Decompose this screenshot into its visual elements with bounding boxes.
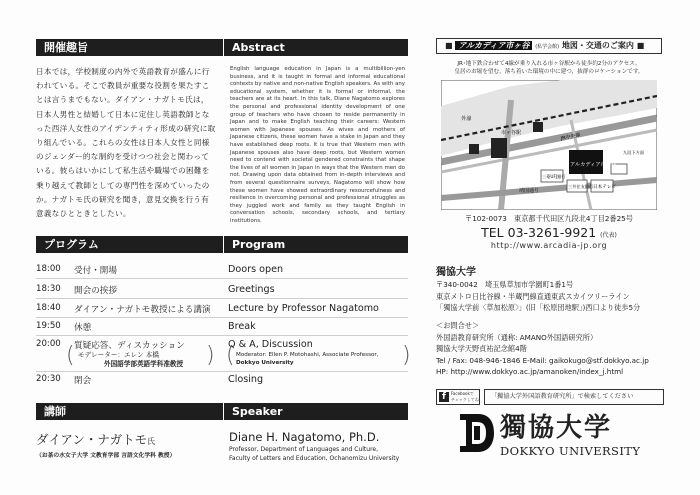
program-time: 19:50 [36, 321, 61, 331]
program-heading-en: Program [223, 236, 408, 253]
map-label-kudan: 九段下方面 [623, 150, 644, 155]
program-item-jp: 休憩 [74, 323, 92, 333]
paren-close: ) [402, 343, 411, 368]
venue-name: アルカディア市ヶ谷 [455, 41, 532, 50]
facebook-search-note: 「獨協大学外国語教育研究所」で検索してください [484, 389, 664, 405]
program-divider [36, 278, 408, 279]
speaker-affil-jp: （お茶の水女子大学 文教育学部 言語文化学科 教授） [36, 453, 176, 459]
program-item-jp: 開会の挨拶 [74, 286, 117, 296]
paren-open: ( [66, 343, 75, 368]
program-item-en: Break [228, 321, 256, 332]
overview-heading-jp: 開催趣旨 [36, 39, 223, 56]
program-item-en: Closing [228, 374, 264, 385]
contact-tel-email: Tel / Fax: 048-946-1846 E-Mail: gaikokugo@stf.dokkyo.ac.jp [436, 355, 649, 365]
dokkyo-logo-en: DOKKYO UNIVERSITY [500, 444, 641, 458]
paren-open: ( [226, 343, 235, 368]
speaker-name-jp: ダイアン・ナガトモ氏 [36, 432, 156, 447]
program-item-jp: 受付・開場 [74, 266, 117, 276]
program-divider [36, 371, 408, 372]
program-item-jp: 質疑応答、ディスカッション [74, 341, 185, 351]
speaker-affil-en: Professor, Department of Languages and Culture, Faculty of Letters and Education, Ochanomizu University [229, 446, 400, 462]
program-divider [36, 335, 408, 336]
program-time: 18:30 [36, 284, 61, 294]
venue-access: JR･地下鉄合わせて4線が乗り入れる市ヶ谷駅から徒歩約2分のアクセス。 皇居のお堀を望む，落ち着いた環境の中に建つ，抜群のロケーションです。 [454, 61, 644, 75]
speaker-heading-jp: 講師 [36, 403, 223, 420]
moderator-en: Moderator: Ellen P. Motohashi, Associate Professor, Dokkyo University [236, 352, 379, 366]
overview-heading-en: Abstract [223, 39, 408, 56]
program-row [36, 374, 408, 390]
paren-close: ) [206, 343, 215, 368]
program-item-en: Greetings [228, 284, 275, 295]
dokkyo-name: 獨協大学 [436, 267, 476, 278]
program-item-jp: 閉会 [74, 376, 92, 386]
venue-address: 〒102-0073 東京都千代田区九段北4丁目2番25号 [465, 214, 633, 223]
contact-heading: ＜お問合せ＞ [436, 321, 480, 330]
facebook-icon: f [439, 392, 449, 402]
program-item-en: Lecture by Professor Nagatomo [228, 303, 379, 314]
station-marker [491, 138, 507, 158]
program-divider [36, 298, 408, 299]
venue-map [441, 80, 657, 210]
program-time: 20:30 [36, 374, 61, 384]
program-divider [36, 317, 408, 318]
map-label-hall: アルカディア市ヶ谷 [570, 162, 617, 168]
program-heading-jp: プログラム [36, 236, 223, 253]
venue-tel: TEL 03-3261-9921 (代表) [481, 225, 617, 240]
map-label-bank: 三菱UFJ銀行 [542, 174, 566, 179]
overview-text-jp: 日本では，学校制度の内外で英語教育が盛んに行われている。そこで教員が重要な役割を果たすことは言うまでもない。ダイアン・ナガトモ氏は，日本人男性と結婚して日本に定住し英語教師となった西洋人女性のアイデンティティ形成の研究に取り組んでいる。これらの女性は日本人女性と同様のジェンダー的な制約を受けつつ社会と関わっている。彼らはいかにして私生活や職場での困難を乗り越えて教師としての専門性を深めていったのか。ナガトモ氏の研究を聞き，意見交換を行う有意義なひとときとしたい。 [36, 67, 216, 219]
square-icon: ■ [445, 41, 453, 50]
program-item-en: Q & A, Discussion [228, 339, 313, 350]
map-label-mitsui: 三井住友銀行 [568, 184, 594, 189]
map-label-yasukuni: 靖国通り [519, 188, 540, 194]
program-item-en: Doors open [228, 264, 284, 275]
moderator-jp: モデレーター：エレン 本橋 外国語学部英語学科准教授 [78, 351, 184, 368]
contact-block: ＜お問合せ＞ 外国語教育研究所（通称: AMANO外国語研究所） 獨協大学天野貞祐記念館4階 Tel / Fax: 048-946-1846 E-Mail: gaikokugo@stf.dokkyo.ac.jp HP: http://www.dokkyo.ac.jp/amanoken/index_j.html [436, 320, 681, 378]
facebook-badge[interactable]: f Facebookで チェックしてね [436, 389, 480, 405]
map-label-moat: 外濠 [461, 116, 472, 122]
program-time: 20:00 [36, 339, 61, 349]
program-item-jp: ダイアン・ナガトモ教授による講演 [74, 305, 211, 315]
speaker-heading-en: Speaker [223, 403, 408, 420]
venue-url[interactable]: http://www.arcadia-jp.org [490, 241, 608, 250]
venue-header: ■ アルカディア市ヶ谷 (私学会館) 地図・交通のご案内 ■ [436, 38, 662, 54]
dokkyo-address: 〒340-0042 埼玉県草加市学園町1番1号 東京メトロ日比谷線・半蔵門線直通東武スカイツリーライン 「獨協大学前〈草加松原〉」(旧「松原団地駅」)西口より徒歩5分 [436, 280, 641, 312]
square-icon: ■ [636, 41, 645, 50]
contact-homepage: HP: http://www.dokkyo.ac.jp/amanoken/index_j.html [436, 367, 624, 376]
program-time: 18:40 [36, 303, 61, 313]
dokkyo-logo-mark [456, 412, 496, 454]
speaker-name-en: Diane H. Nagatomo, Ph.D. [229, 430, 380, 444]
map-label-station: 市ヶ谷駅 [501, 130, 522, 136]
overview-text-en: English language education in Japan is a multibillion-yen business, and it is taught in formal and informal educational contexts by native and non-native English speakers. As with any educational system, whether it is formal or informal, the teachers are at its heart. In this talk, Diane Nagatomo explores the personal and professional identity development of one group of teachers who have chosen to reside permanently in Japan and to make English teaching their careers: Western women with Japanese spouses. As wives and mothers of Japanese citizens, these women have a stake in Japan and they have established deep roots. It is true that Western men with Japanese spouses also have deep roots, but Western women need to contend with societal gendered constraints that shape the lives of all women in Japan in ways that the Western men do not. Drawing upon data obtained from in-depth interviews and from several questionnaire surveys, Nagatomo will show how these women have showed extraordinary resourcefulness and resilience in overcoming personal and professional struggles as they juggled work and family as they taught English in conversation schools, secondary schools, and tertiary institutions. [230, 66, 405, 224]
map-label-jr: JR中央線 [560, 132, 581, 142]
program-time: 18:00 [36, 264, 61, 274]
map-label-nihontv: 日本テレビ [593, 185, 616, 190]
dokkyo-logo-jp: 獨協大学 [500, 413, 613, 443]
